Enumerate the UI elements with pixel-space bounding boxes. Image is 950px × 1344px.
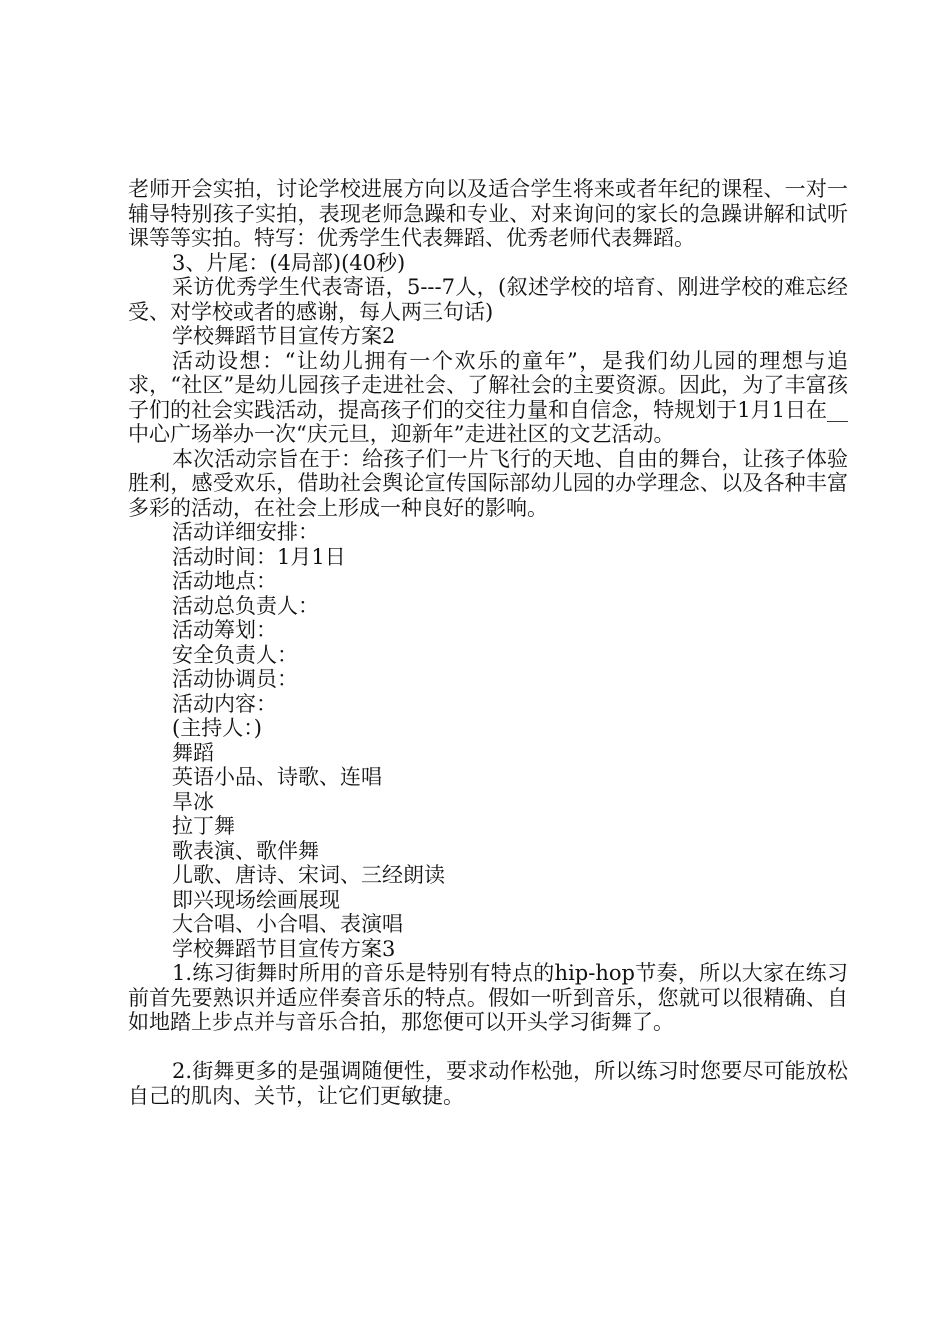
list-item: 活动总负责人：: [172, 593, 319, 618]
list-item: 即兴现场绘画展现: [172, 887, 340, 912]
list-item: 活动地点：: [172, 569, 277, 593]
section-title-3: 学校舞蹈节目宣传方案3: [172, 936, 396, 961]
list-item: 舞蹈: [172, 740, 214, 765]
list-item: (主持人：): [172, 716, 262, 740]
list-item: 旱冰: [172, 789, 214, 814]
paragraph-activity-purpose: 本次活动宗旨在于：给孩子们一片飞行的天地、自由的舞台，让孩子体验胜利，感受欢乐，借助社会舆论宣传国际部幼儿园的办学理念、以及各种丰富多彩的活动，在社会上形成一种良好的影响。: [128, 446, 848, 520]
paragraph-intro: 老师开会实拍，讨论学校进展方向以及适合学生将来或者年纪的课程、一对一辅导特别孩子实拍，表现老师急躁和专业、对来询问的家长的急躁讲解和试听课等等实拍。特写：优秀学生代表舞蹈、优秀老师代表舞蹈。: [128, 177, 848, 250]
list-item: 活动时间：1月1日: [172, 544, 346, 569]
schedule-list: [128, 520, 848, 961]
paragraph-tip-1: 1.练习街舞时所用的音乐是特别有特点的hip-hop节奏，所以大家在练习前首先要熟识并适应伴奏音乐的特点。假如一听到音乐，您就可以很精确、自如地踏上步点并与音乐合拍，那您便可以开头学习街舞了。: [128, 961, 848, 1034]
list-item: 歌表演、歌伴舞: [172, 838, 319, 863]
list-item: 英语小品、诗歌、连唱: [172, 765, 382, 789]
list-item: 拉丁舞: [172, 814, 235, 838]
blank-line: [128, 1035, 848, 1060]
document-body: [128, 177, 848, 1108]
list-item: 活动内容：: [172, 691, 277, 716]
list-item: 活动协调员：: [172, 667, 298, 691]
paragraph-activity-idea: 活动设想：“让幼儿拥有一个欢乐的童年”，是我们幼儿园的理想与追求，“社区”是幼儿园孩子走进社会、了解社会的主要资源。因此，为了丰富孩子们的社会实践活动，提高孩子们的交往力量和自信念，特规划于1月1日在__中心广场举办一次“庆元旦，迎新年”走进社区的文艺活动。: [128, 348, 848, 446]
paragraph-tip-2: 2.街舞更多的是强调随便性，要求动作松弛，所以练习时您要尽可能放松自己的肌肉、关节，让它们更敏捷。: [128, 1059, 848, 1108]
paragraph-interview: 采访优秀学生代表寄语，5---7人，(叙述学校的培育、刚进学校的难忘经受、对学校或者的感谢，每人两三句话): [128, 275, 848, 324]
list-item: 活动筹划：: [172, 618, 277, 642]
list-item: 活动详细安排：: [172, 520, 319, 544]
paragraph-ending-heading: 3、片尾：(4局部)(40秒): [172, 250, 406, 275]
list-item: 安全负责人：: [172, 642, 298, 667]
list-item: 大合唱、小合唱、表演唱: [172, 912, 403, 936]
list-item: 儿歌、唐诗、宋词、三经朗读: [172, 863, 445, 887]
section-title-2: 学校舞蹈节目宣传方案2: [172, 324, 396, 348]
